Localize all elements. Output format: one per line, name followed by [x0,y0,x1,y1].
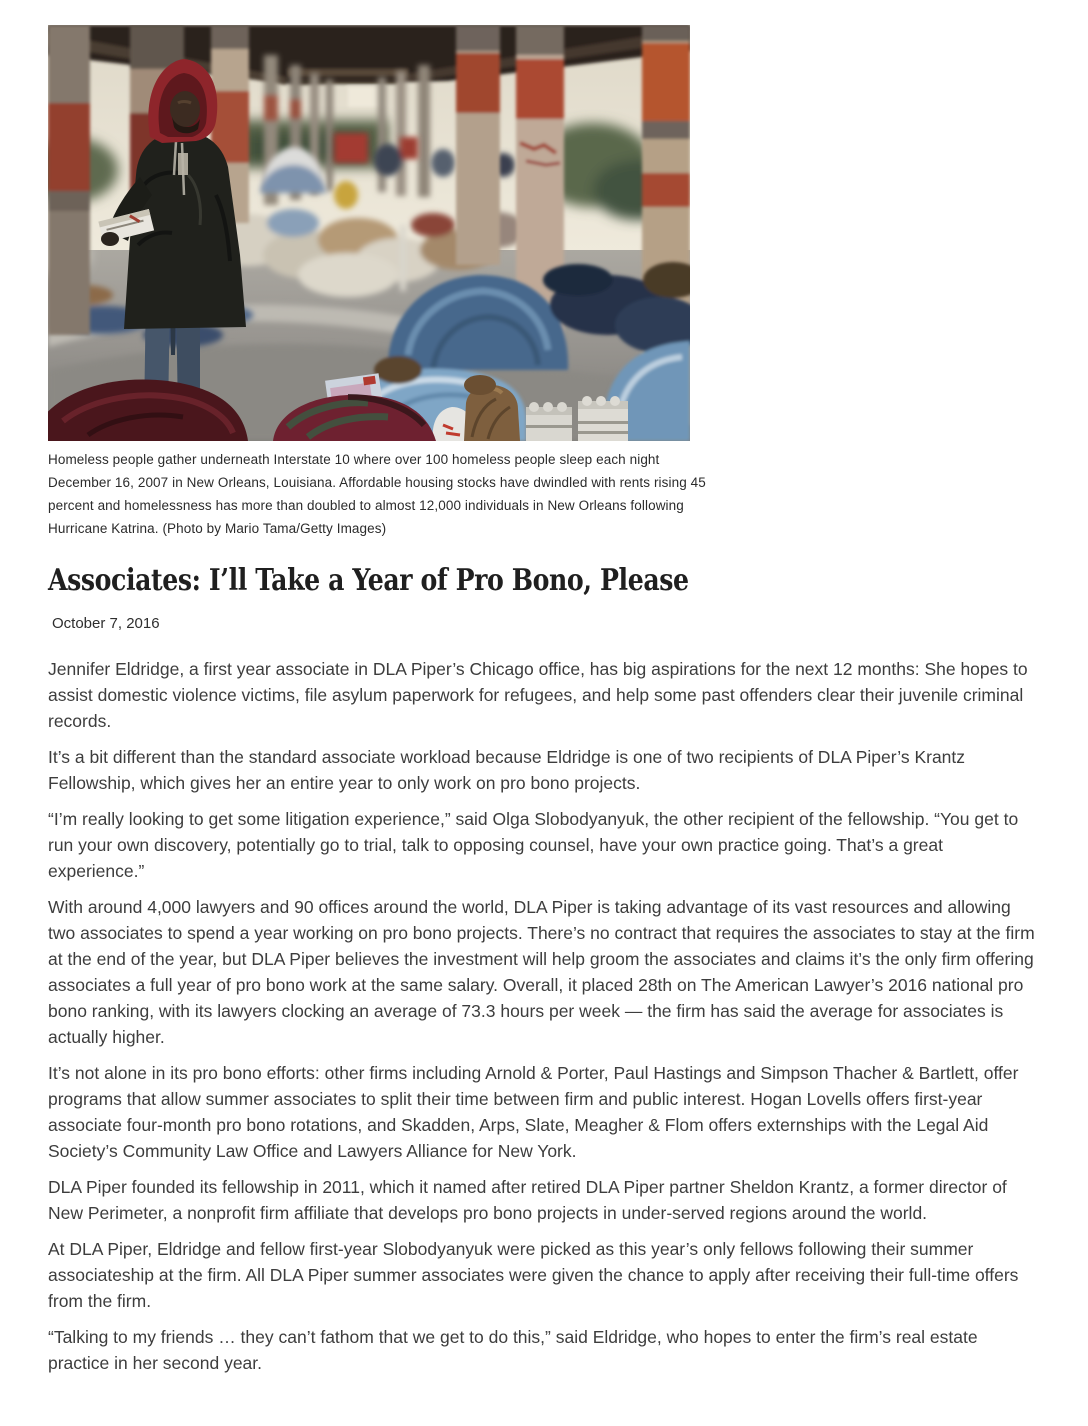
article-paragraph-5: It’s not alone in its pro bono efforts: other firms including Arnold & Porter, Paul Hastings and Simpson Thacher & Bartlett, offer programs that allow summer associates to split their time between firm and public interest. Hogan Lovells offers first-year associate four-month pro bono rotations, and Skadden, Arps, Slate, Meagher & Flom offers externships with the Legal Aid Society’s Community Law Office and Lawyers Alliance for New York. [48,1063,1019,1161]
article-paragraph-3: “I’m really looking to get some litigation experience,” said Olga Slobodyanyuk, the other recipient of the fellowship. “You get to run your own discovery, potentially go to trial, talk to opposing counsel, have your own practice going. That’s a great experience.” [48,809,1019,881]
article-paragraph-2: It’s a bit different than the standard associate workload because Eldridge is one of two recipients of DLA Piper’s Krantz Fellowship, which gives her an entire year to only work on pro bono projects. [48,747,966,793]
article-title [48,564,1040,598]
article-photo [48,25,690,441]
article-paragraph-8: “Talking to my friends … they can’t fathom that we get to do this,” said Eldridge, who hopes to enter the firm’s real estate practice in her second year. [48,1327,978,1373]
article-paragraph-7: At DLA Piper, Eldridge and fellow first-year Slobodyanyuk were picked as this year’s only fellows following their summer associateship at the firm. All DLA Piper summer associates were given the chance to apply after receiving their full-time offers from the firm. [48,1239,1019,1311]
article-paragraph-1: Jennifer Eldridge, a first year associate in DLA Piper’s Chicago office, has big aspirations for the next 12 months: She hopes to assist domestic violence victims, file asylum paperwork for refugees, and help some past offenders clear their juvenile criminal records. [48,659,1028,731]
article-date: October 7, 2016 [52,615,160,632]
photo-caption: Homeless people gather underneath Interstate 10 where over 100 homeless people sleep each night December 16, 2007 in New Orleans, Louisiana. Affordable housing stocks have dwindled with rents rising 45 percent and homelessness has more than doubled to almost 12,000 individuals in New Orleans following Hurricane Katrina. (Photo by Mario Tama/Getty Images) [48,452,706,536]
article-figure [48,25,1040,540]
article-body [48,656,1040,1376]
article-paragraph-6: DLA Piper founded its fellowship in 2011, which it named after retired DLA Piper partner Sheldon Krantz, a former director of New Perimeter, a nonprofit firm affiliate that develops pro bono projects in under-served regions around the world. [48,1177,1007,1223]
article-paragraph-4: With around 4,000 lawyers and 90 offices around the world, DLA Piper is taking advantage of its vast resources and allowing two associates to spend a year working on pro bono projects. There’s no contract that requires the associates to stay at the firm at the end of the year, but DLA Piper believes the investment will help groom the associates and claims it’s the only firm offering associates a full year of pro bono work at the same salary. Overall, it placed 28th on The American Lawyer’s 2016 national pro bono ranking, with its lawyers clocking an average of 73.3 hours per week — the firm has said the average for associates is actually higher. [48,897,1035,1047]
article-title-text: Associates: I’ll Take a Year of Pro Bono, Please [48,563,689,598]
article-photo-illustration [48,25,690,441]
